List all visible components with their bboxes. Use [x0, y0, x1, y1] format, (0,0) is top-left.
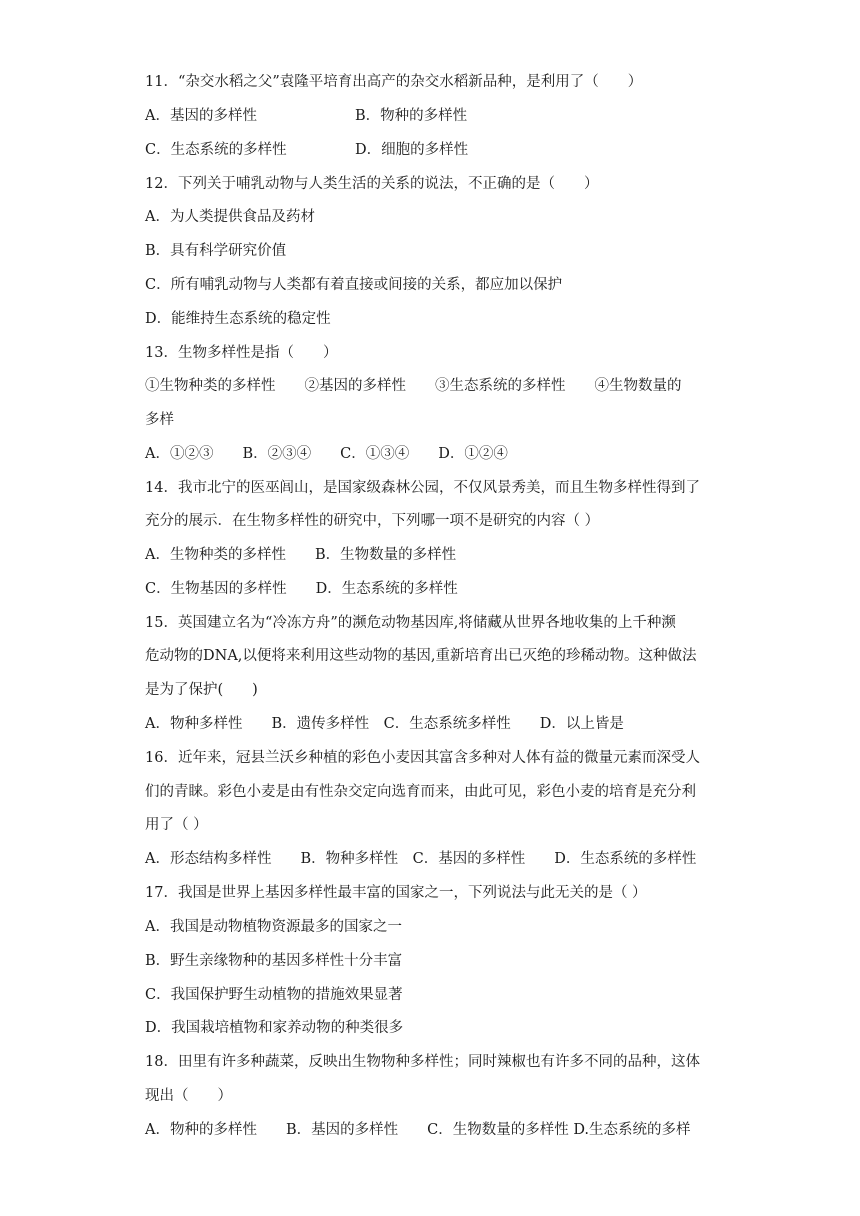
question-11-option-a: A．基因的多样性 — [145, 108, 257, 124]
question-18-options: A．物种的多样性 B．基因的多样性 C．生物数量的多样性 D.生态系统的多样 — [145, 1122, 691, 1138]
question-15-stem-continued: 危动物的DNA,以便将来利用这些动物的基因,重新培育出已灭绝的珍稀动物。这种做法 — [145, 648, 697, 664]
question-12-stem: 12．下列关于哺乳动物与人类生活的关系的说法，不正确的是（ ） — [145, 176, 599, 192]
question-11-stem: 11．“杂交水稻之父”袁隆平培育出高产的杂交水稻新品种，是利用了（ ） — [145, 74, 643, 90]
question-17-option-b: B．野生亲缘物种的基因多样性十分丰富 — [145, 953, 403, 969]
question-13-items: ①生物种类的多样性 ②基因的多样性 ③生态系统的多样性 ④生物数量的 — [145, 378, 682, 394]
question-15-stem: 15．英国建立名为“冷冻方舟”的濒危动物基因库,将储藏从世界各地收集的上千种濒 — [145, 615, 676, 631]
question-16-stem: 16．近年来，冠县兰沃乡种植的彩色小麦因其富含多种对人体有益的微量元素而深受人 — [145, 750, 700, 766]
question-12-option-a: A．为人类提供食品及药材 — [145, 209, 315, 225]
question-16-stem-continued: 们的青睐。彩色小麦是由有性杂交定向选育而来，由此可见，彩色小麦的培育是充分利 — [145, 784, 696, 800]
question-14-stem-continued: 充分的展示．在生物多样性的研究中，下列哪一项不是研究的内容（ ） — [145, 513, 600, 529]
question-17-stem: 17．我国是世界上基因多样性最丰富的国家之一，下列说法与此无关的是（ ） — [145, 885, 647, 901]
question-15-stem-end: 是为了保护( ) — [145, 682, 258, 698]
question-14-options-ab: A．生物种类的多样性 B．生物数量的多样性 — [145, 547, 457, 563]
question-12-option-c: C．所有哺乳动物与人类都有着直接或间接的关系，都应加以保护 — [145, 277, 563, 293]
question-11-option-b: B．物种的多样性 — [355, 108, 468, 124]
question-18-stem-continued: 现出（ ） — [145, 1088, 232, 1104]
question-11-option-d: D．细胞的多样性 — [355, 142, 469, 158]
question-14-stem: 14．我市北宁的医巫闾山，是国家级森林公园，不仅风景秀美，而且生物多样性得到了 — [145, 480, 700, 496]
question-11-option-c: C．生态系统的多样性 — [145, 142, 287, 158]
question-17-option-a: A．我国是动物植物资源最多的国家之一 — [145, 919, 402, 935]
question-13-stem: 13．生物多样性是指（ ） — [145, 345, 338, 361]
question-12-option-b: B．具有科学研究价值 — [145, 243, 287, 259]
question-16-options: A．形态结构多样性 B．物种多样性 C．基因的多样性 D．生态系统的多样性 — [145, 851, 697, 867]
question-17-option-c: C．我国保护野生动植物的措施效果显著 — [145, 987, 403, 1003]
question-13-items-continued: 多样 — [145, 412, 174, 428]
question-13-options: A．①②③ B．②③④ C．①③④ D．①②④ — [145, 446, 508, 462]
question-16-stem-end: 用了（ ） — [145, 817, 208, 833]
question-15-options: A．物种多样性 B．遗传多样性 C．生态系统多样性 D．以上皆是 — [145, 716, 624, 732]
question-14-options-cd: C．生物基因的多样性 D．生态系统的多样性 — [145, 581, 458, 597]
question-18-stem: 18．田里有许多种蔬菜，反映出生物物种多样性；同时辣椒也有许多不同的品种，这体 — [145, 1054, 700, 1070]
question-12-option-d: D．能维持生态系统的稳定性 — [145, 311, 331, 327]
question-17-option-d: D．我国栽培植物和家养动物的种类很多 — [145, 1020, 404, 1036]
